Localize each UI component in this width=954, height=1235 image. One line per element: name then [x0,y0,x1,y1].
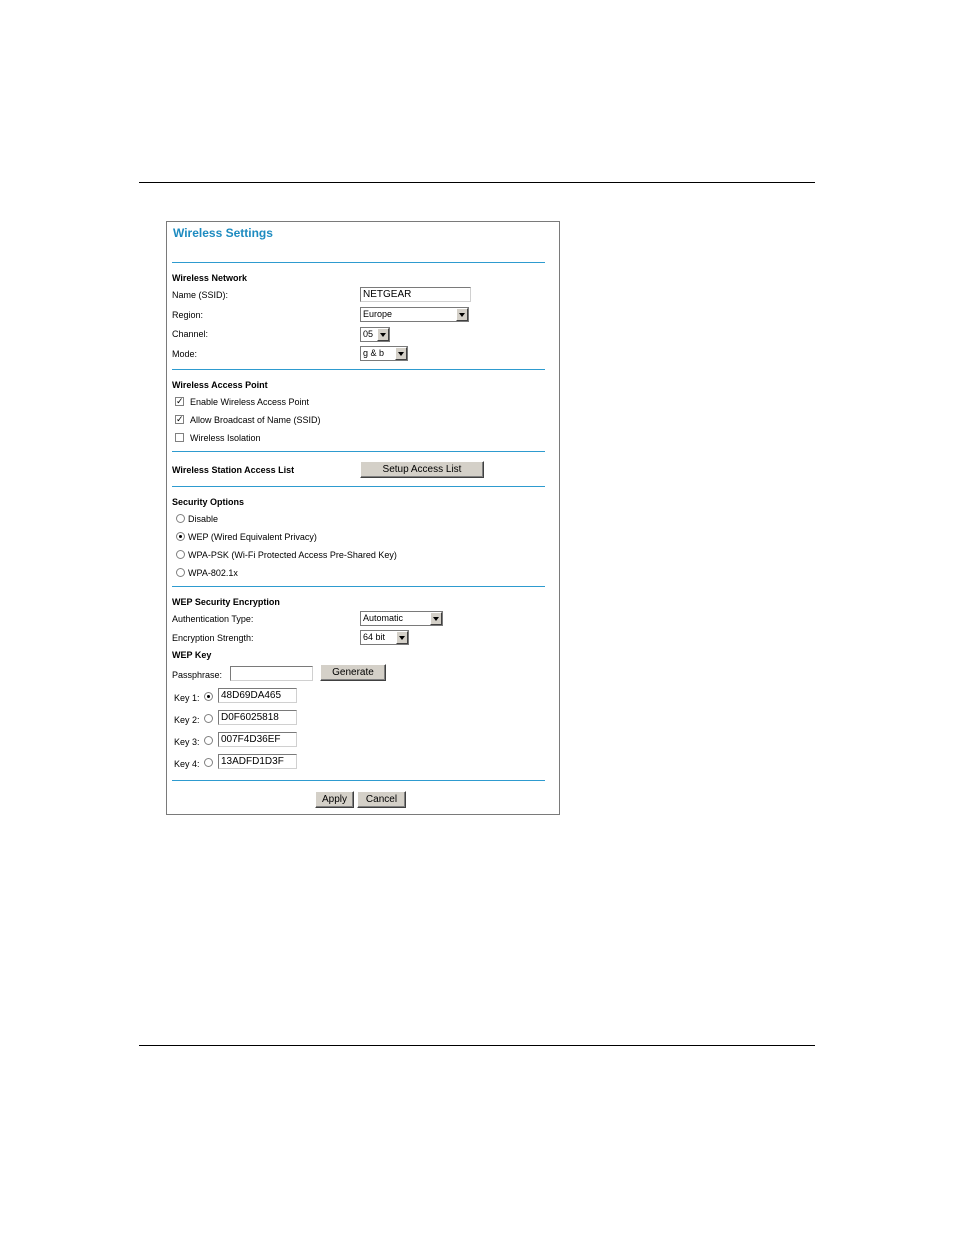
page-title: Wireless Settings [173,226,273,240]
key1-label: Key 1: [174,693,200,703]
security-options-heading: Security Options [172,497,245,507]
chevron-down-icon[interactable] [396,631,408,644]
channel-select[interactable] [360,327,390,342]
channel-label: Channel: [172,329,209,339]
mode-label: Mode: [172,349,198,359]
generate-button[interactable]: Generate [320,664,386,681]
region-value: Europe [363,309,393,319]
chevron-down-icon[interactable] [456,308,468,321]
divider [172,262,545,263]
key2-input[interactable]: D0F6025818 [218,710,297,725]
wep-key-heading: WEP Key [172,650,212,660]
region-label: Region: [172,310,204,320]
key2-label: Key 2: [174,715,200,725]
auth-type-value: Automatic [363,613,404,623]
mode-select[interactable] [360,346,408,361]
region-select[interactable] [360,307,469,322]
enable-ap-label: Enable Wireless Access Point [190,397,310,407]
access-point-heading: Wireless Access Point [172,380,268,390]
wep-heading: WEP Security Encryption [172,597,280,607]
security-wpa-8021x-label: WPA-802.1x [188,568,238,578]
divider [172,369,545,370]
divider [172,486,545,487]
enable-ap-checkbox[interactable]: ✓ [176,396,184,406]
security-wpa-psk-radio[interactable] [176,550,185,559]
apply-button[interactable]: Apply [315,791,354,808]
chevron-down-icon[interactable] [377,328,389,341]
security-wpa-psk-label: WPA-PSK (Wi-Fi Protected Access Pre-Shared Key) [188,550,397,560]
encryption-strength-select[interactable] [360,630,409,645]
encryption-strength-value: 64 bit [363,632,386,642]
top-rule [139,182,815,183]
security-wep-radio[interactable] [176,532,185,541]
key4-radio[interactable] [204,758,213,767]
divider [172,451,545,452]
key2-radio[interactable] [204,714,213,723]
security-wep-label: WEP (Wired Equivalent Privacy) [188,532,317,542]
key1-radio[interactable] [204,692,213,701]
key3-label: Key 3: [174,737,200,747]
bottom-rule [139,1045,815,1046]
wireless-isolation-label: Wireless Isolation [190,433,261,443]
key3-radio[interactable] [204,736,213,745]
key4-input[interactable]: 13ADFD1D3F [218,754,297,769]
passphrase-input[interactable] [230,666,313,681]
security-disable-label: Disable [188,514,219,524]
channel-value: 05 [363,329,374,339]
broadcast-ssid-checkbox[interactable]: ✓ [176,414,184,424]
auth-type-select[interactable] [360,611,443,626]
broadcast-ssid-label: Allow Broadcast of Name (SSID) [190,415,321,425]
encryption-strength-label: Encryption Strength: [172,633,254,643]
divider [172,780,545,781]
key1-input[interactable]: 48D69DA465 [218,688,297,703]
key4-label: Key 4: [174,759,200,769]
security-disable-radio[interactable] [176,514,185,523]
wireless-settings-panel [166,221,560,815]
chevron-down-icon[interactable] [395,347,407,360]
mode-value: g & b [363,348,385,358]
divider [172,586,545,587]
cancel-button[interactable]: Cancel [357,791,406,808]
passphrase-label: Passphrase: [172,670,223,680]
wireless-isolation-checkbox[interactable] [175,433,184,442]
security-wpa-8021x-radio[interactable] [176,568,185,577]
ssid-input[interactable]: NETGEAR [360,287,471,302]
ssid-label: Name (SSID): [172,290,229,300]
setup-access-list-button[interactable]: Setup Access List [360,461,484,478]
wireless-network-heading: Wireless Network [172,273,247,283]
key3-input[interactable]: 007F4D36EF [218,732,297,747]
chevron-down-icon[interactable] [430,612,442,625]
auth-type-label: Authentication Type: [172,614,254,624]
station-access-heading: Wireless Station Access List [172,465,295,475]
